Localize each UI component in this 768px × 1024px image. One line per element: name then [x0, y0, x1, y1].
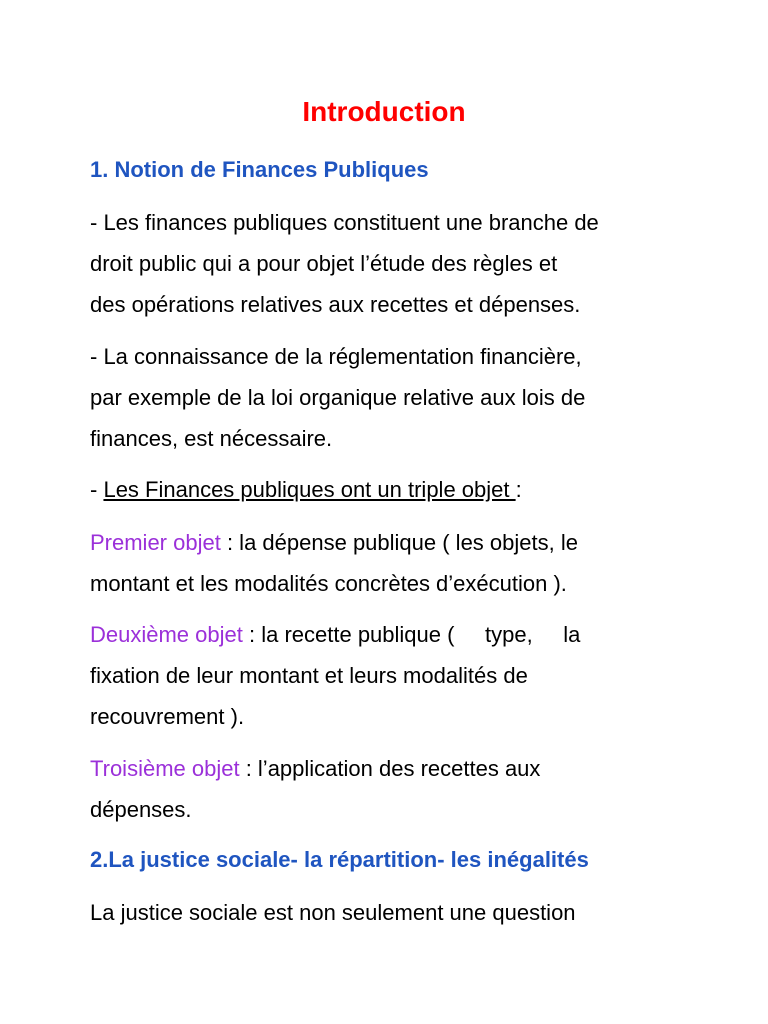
paragraph-justice-sociale — [90, 892, 690, 933]
text-prefix: - — [90, 477, 104, 502]
text-line: - La connaissance de la réglementation financière, — [90, 344, 582, 369]
text-line — [90, 614, 690, 655]
objet-label: Deuxième objet — [90, 622, 243, 647]
text-line: des opérations relatives aux recettes et dépenses. — [90, 292, 581, 317]
text-line: - Les finances publiques constituent une branche de — [90, 210, 599, 235]
underlined-text: Les Finances publiques ont un triple objet — [103, 477, 516, 502]
objet-text: : la dépense publique ( les objets, le — [220, 530, 578, 555]
objet-label: Troisième objet — [90, 756, 240, 781]
paragraph-reglementation — [90, 336, 690, 459]
text-line: fixation de leur montant et leurs modalités de — [90, 663, 528, 688]
text-line — [90, 522, 690, 563]
section-1-heading: 1. Notion de Finances Publiques — [90, 157, 429, 182]
paragraph-troisieme-objet — [90, 748, 690, 830]
text-line — [90, 469, 690, 510]
text-line: finances, est nécessaire. — [90, 426, 333, 451]
text-line: dépenses. — [90, 797, 192, 822]
paragraph-premier-objet — [90, 522, 690, 604]
paragraph-triple-objet — [90, 469, 690, 510]
paragraph-deuxieme-objet — [90, 614, 690, 737]
objet-text: : la recette publique ( type, la — [242, 622, 581, 647]
text-line: droit public qui a pour objet l’étude des règles et — [90, 251, 558, 276]
objet-text: : l’application des recettes aux — [239, 756, 541, 781]
text-line: par exemple de la loi organique relative aux lois de — [90, 385, 586, 410]
objet-label: Premier objet — [90, 530, 221, 555]
section-2-heading: 2.La justice sociale- la répartition- les inégalités — [90, 847, 589, 872]
paragraph-finances-definition — [90, 202, 690, 325]
text-line: La justice sociale est non seulement une question — [90, 900, 576, 925]
text-line: montant et les modalités concrètes d’exécution ). — [90, 571, 567, 596]
page-title: Introduction — [302, 96, 466, 127]
text-line — [90, 748, 690, 789]
text-line: recouvrement ). — [90, 704, 245, 729]
text-suffix: : — [515, 477, 522, 502]
